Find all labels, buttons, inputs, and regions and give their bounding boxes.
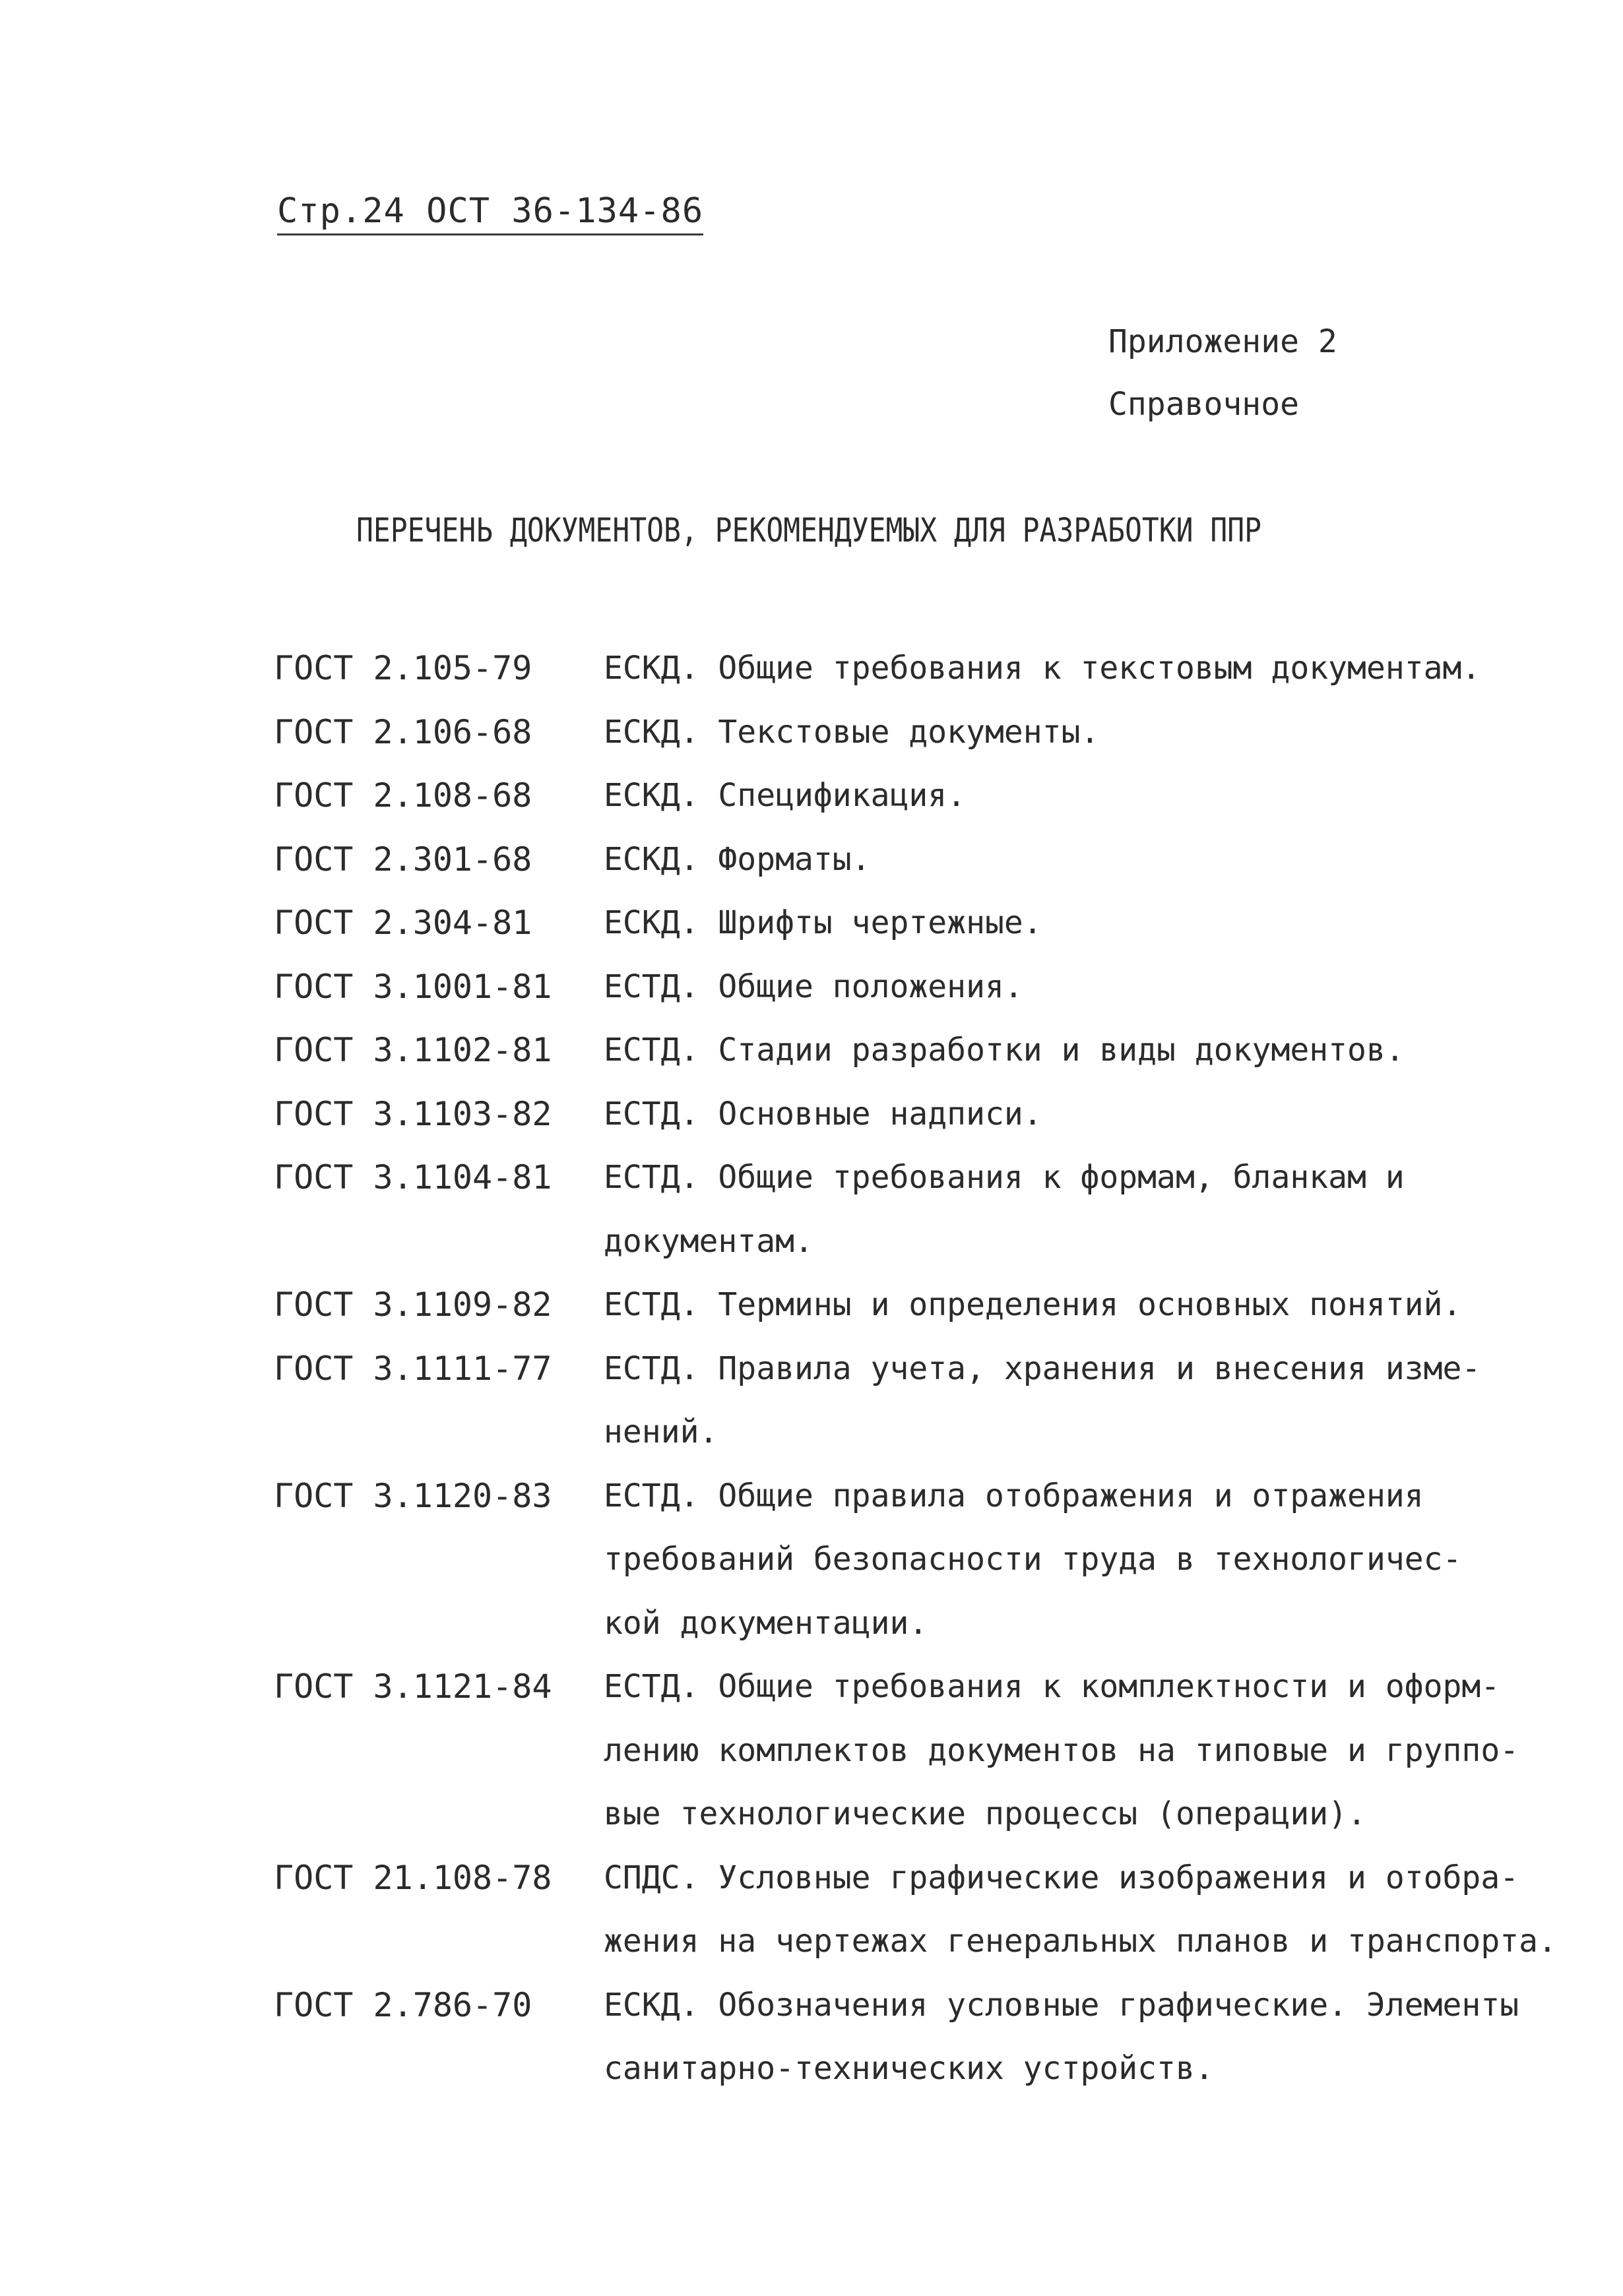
document-code: ГОСТ 2.108-68 xyxy=(274,776,532,815)
document-description xyxy=(604,1973,1623,2101)
document-description xyxy=(604,1273,1623,1337)
description-line: СПДС. Условные графические изображения и отобра- xyxy=(604,1859,1519,1896)
document-entry xyxy=(274,700,1567,764)
description-line: ЕСКД. Общие требования к текстовым документам. xyxy=(604,650,1481,687)
document-entry xyxy=(274,828,1567,892)
document-code: ГОСТ 3.1104-81 xyxy=(274,1158,552,1196)
description-line: ЕСКД. Обозначения условные графические. Элементы xyxy=(604,1986,1519,2024)
document-code: ГОСТ 2.786-70 xyxy=(274,1985,532,2024)
document-description xyxy=(604,1018,1623,1082)
document-code: ГОСТ 2.106-68 xyxy=(274,712,532,751)
description-line: ЕСТД. Общие требования к комплектности и оформ- xyxy=(604,1668,1500,1705)
document-entry xyxy=(274,636,1567,700)
document-code: ГОСТ 2.304-81 xyxy=(274,904,532,942)
description-line: ЕСТД. Общие требования к формам, бланкам и xyxy=(604,1159,1405,1196)
document-description xyxy=(604,828,1623,892)
document-entry xyxy=(274,1846,1567,1973)
document-description xyxy=(604,1846,1623,1973)
document-description xyxy=(604,1655,1623,1846)
page-header: Стр.24 ОСТ 36-134-86 xyxy=(277,191,703,235)
description-line: ЕСКД. Текстовые документы. xyxy=(604,713,1100,751)
description-line: ЕСТД. Термины и определения основных понятий. xyxy=(604,1286,1462,1323)
document-description xyxy=(604,1146,1623,1273)
document-entry xyxy=(274,764,1567,828)
document-description xyxy=(604,700,1623,764)
document-entry xyxy=(274,1146,1567,1273)
document-entry xyxy=(274,1337,1567,1464)
description-line: ЕСКД. Форматы. xyxy=(604,840,871,878)
document-title: ПЕРЕЧЕНЬ ДОКУМЕНТОВ, РЕКОМЕНДУЕМЫХ ДЛЯ РАЗРАБОТКИ ППР xyxy=(356,511,1262,549)
description-line: ЕСТД. Общие положения. xyxy=(604,968,1023,1005)
document-list xyxy=(274,636,1567,2101)
description-line: ЕСТД. Стадии разработки и виды документов. xyxy=(604,1032,1405,1069)
document-entry xyxy=(274,1973,1567,2101)
description-line: нений. xyxy=(604,1413,718,1450)
document-code: ГОСТ 3.1001-81 xyxy=(274,967,552,1006)
description-line: жения на чертежах генеральных планов и транспорта. xyxy=(604,1923,1557,1960)
description-line: ЕСКД. Спецификация. xyxy=(604,777,967,814)
description-line: ЕСТД. Основные надписи. xyxy=(604,1095,1042,1132)
description-line: ЕСТД. Правила учета, хранения и внесения изме- xyxy=(604,1350,1481,1387)
document-entry xyxy=(274,1018,1567,1082)
document-description xyxy=(604,955,1623,1019)
document-entry xyxy=(274,1082,1567,1146)
document-entry xyxy=(274,1273,1567,1337)
document-description xyxy=(604,1464,1623,1656)
document-code: ГОСТ 3.1103-82 xyxy=(274,1094,552,1133)
description-line: ЕСКД. Шрифты чертежные. xyxy=(604,904,1042,941)
document-description xyxy=(604,891,1623,955)
description-line: кой документации. xyxy=(604,1604,928,1642)
appendix-label: Приложение 2 xyxy=(1108,323,1337,360)
document-entry xyxy=(274,1655,1567,1846)
description-line: требований безопасности труда в технологичес- xyxy=(604,1541,1462,1578)
description-line: лению комплектов документов на типовые и группо- xyxy=(604,1731,1519,1769)
appendix-type: Справочное xyxy=(1108,386,1299,423)
description-line: документам. xyxy=(604,1222,813,1260)
description-line: ЕСТД. Общие правила отображения и отражения xyxy=(604,1477,1424,1514)
document-code: ГОСТ 3.1102-81 xyxy=(274,1031,552,1069)
document-code: ГОСТ 3.1111-77 xyxy=(274,1349,552,1388)
document-code: ГОСТ 3.1109-82 xyxy=(274,1286,552,1324)
description-line: вые технологические процессы (операции). xyxy=(604,1795,1366,1832)
document-code: ГОСТ 2.301-68 xyxy=(274,840,532,879)
document-description xyxy=(604,764,1623,828)
document-entry xyxy=(274,891,1567,955)
document-code: ГОСТ 21.108-78 xyxy=(274,1858,552,1897)
document-entry xyxy=(274,955,1567,1019)
document-description xyxy=(604,636,1623,700)
document-code: ГОСТ 3.1121-84 xyxy=(274,1667,552,1706)
document-entry xyxy=(274,1464,1567,1656)
document-code: ГОСТ 3.1120-83 xyxy=(274,1476,552,1515)
description-line: санитарно-технических устройств. xyxy=(604,2050,1214,2087)
document-description xyxy=(604,1337,1623,1464)
document-description xyxy=(604,1082,1623,1146)
document-code: ГОСТ 2.105-79 xyxy=(274,649,532,687)
